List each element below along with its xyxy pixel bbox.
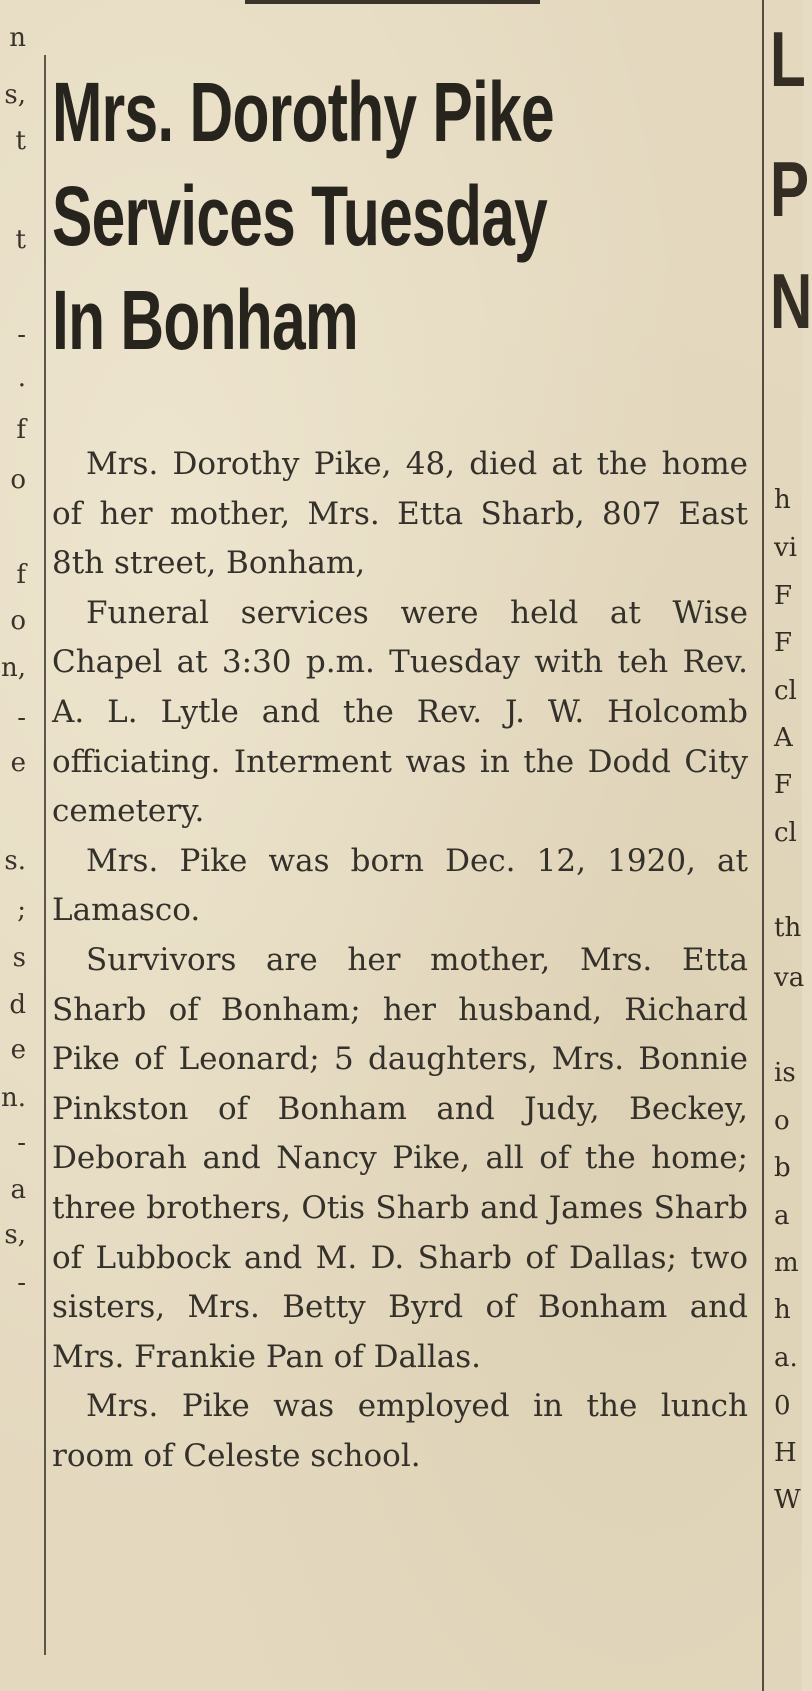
fragment: P — [770, 145, 810, 233]
fragment: t — [15, 225, 26, 255]
fragment: L — [770, 15, 806, 103]
fragment: a. — [774, 1343, 798, 1373]
fragment: va — [774, 963, 805, 993]
fragment: F — [774, 628, 793, 658]
headline-line-1: Mrs. Dorothy Pike — [52, 65, 554, 159]
article-paragraph: Survivors are her mother, Mrs. Etta Sharb of Bonham; her husband, Richard Pike of Leonard; 5 daughters, Mrs. Bonnie Pinkston of Bonham and Judy, Beckey, Deborah and Nancy Pike, all of the home; three brothers, Otis Sharb and James Sharb of Lubbock and M. D. Sharb of Dallas; two sisters, Mrs. Betty Byrd of Bonham and Mrs. Frankie Pan of Dallas. — [52, 941, 748, 1375]
fragment: h — [774, 1295, 791, 1325]
right-column-rule — [762, 0, 764, 1691]
article-paragraph: Mrs. Dorothy Pike, 48, died at the home of her mother, Mrs. Etta Sharb, 807 East 8th street, Bonham, — [52, 446, 748, 582]
fragment: H — [774, 1438, 797, 1468]
fragment: cl — [774, 818, 797, 848]
fragment: h — [774, 485, 791, 515]
fragment: vi — [774, 533, 798, 563]
fragment: A — [774, 723, 793, 753]
fragment: . — [17, 363, 26, 393]
top-rule — [245, 0, 540, 4]
fragment: - — [17, 320, 26, 350]
fragment: e — [10, 1035, 26, 1065]
article-paragraph: Mrs. Pike was employed in the lunch room of Celeste school. — [52, 1388, 748, 1474]
fragment: is — [774, 1058, 796, 1088]
fragment: th — [774, 913, 802, 943]
fragment: - — [17, 703, 26, 733]
article-body — [52, 440, 748, 1481]
fragment: - — [17, 1128, 26, 1158]
fragment: cl — [774, 676, 797, 706]
fragment: a — [10, 1175, 26, 1205]
fragment: a — [774, 1201, 790, 1231]
fragment: n, — [0, 653, 26, 683]
fragment: s, — [4, 1220, 26, 1250]
fragment: f — [16, 415, 26, 445]
article-paragraph: Funeral services were held at Wise Chapel at 3:30 p.m. Tuesday with teh Rev. A. L. Lytle and the Rev. J. W. Holcomb officiating. Interment was in the Dodd City cemetery. — [52, 594, 748, 830]
fragment: f — [16, 560, 26, 590]
fragment: s. — [4, 846, 26, 876]
fragment: n. — [0, 1083, 26, 1113]
left-column-fragments — [0, 0, 40, 1691]
left-column-rule — [44, 55, 46, 1655]
fragment: W — [774, 1485, 801, 1515]
article-paragraph: Mrs. Pike was born Dec. 12, 1920, at Lamasco. — [52, 842, 748, 929]
fragment: ; — [17, 895, 26, 925]
fragment: o — [10, 606, 26, 636]
fragment: s — [12, 943, 26, 973]
fragment: t — [15, 126, 26, 156]
headline-line-3: In Bonham — [52, 273, 358, 367]
fragment: e — [10, 748, 26, 778]
fragment: F — [774, 770, 793, 800]
headline — [52, 60, 752, 372]
fragment: N — [770, 257, 812, 345]
fragment: F — [774, 581, 793, 611]
fragment: b — [774, 1153, 791, 1183]
fragment: m — [774, 1248, 799, 1278]
fragment: - — [17, 1268, 26, 1298]
fragment: o — [10, 465, 26, 495]
right-column-fragments — [770, 0, 812, 1691]
fragment: n — [9, 23, 26, 53]
fragment: d — [9, 990, 26, 1020]
fragment: 0 — [774, 1391, 791, 1421]
headline-line-2: Services Tuesday — [52, 169, 548, 263]
fragment: o — [774, 1106, 790, 1136]
fragment: s, — [4, 80, 26, 110]
